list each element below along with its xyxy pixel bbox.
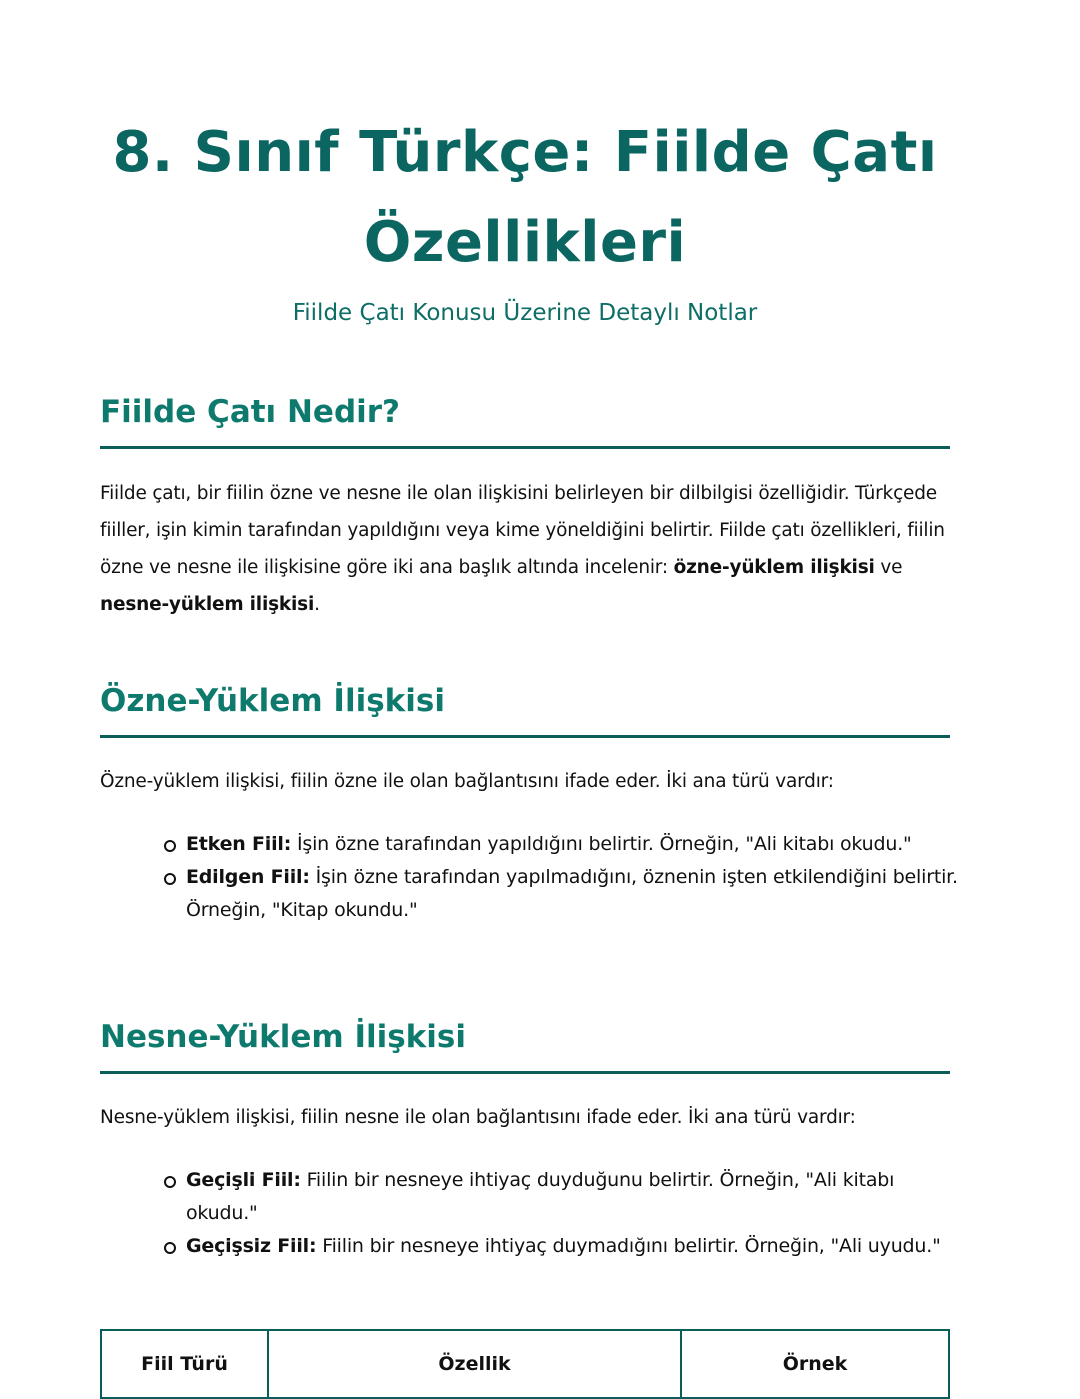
table-header: Özellik <box>268 1330 681 1398</box>
bullet-icon <box>164 840 176 852</box>
bullet-icon <box>164 1242 176 1254</box>
bullet-icon <box>164 873 176 885</box>
bullet-list <box>160 1164 960 1263</box>
section-heading: Nesne-Yüklem İlişkisi <box>100 1017 950 1074</box>
bullet-list <box>160 828 960 927</box>
table-header-row <box>101 1330 949 1398</box>
table-header: Örnek <box>681 1330 949 1398</box>
intro-paragraph: Fiilde çatı, bir fiilin özne ve nesne ile olan ilişkisini belirleyen bir dilbilgisi özelliğidir. Türkçede fiiller, işin kimin tarafından yapıldığını veya kime yöneldiğini belirtir. Fiilde çatı özellikleri, fiilin özne ve nesne ile ilişkisine göre iki ana başlık altında incelenir: özne-yüklem ilişkisi ve nesne-yüklem ilişkisi. <box>100 483 945 615</box>
list-item: Edilgen Fiil: İşin özne tarafından yapılmadığını, öznenin işten etkilendiğini belirtir. Örneğin, "Kitap okundu." <box>160 861 960 927</box>
section-paragraph: Özne-yüklem ilişkisi, fiilin özne ile olan bağlantısını ifade eder. İki ana türü vardır: <box>100 771 834 792</box>
verb-types-table <box>100 1329 950 1399</box>
page-title: 8. Sınıf Türkçe: Fiilde Çatı Özellikleri <box>112 120 938 275</box>
section-heading: Fiilde Çatı Nedir? <box>100 392 950 449</box>
section-heading: Özne-Yüklem İlişkisi <box>100 681 950 738</box>
section-paragraph: Nesne-yüklem ilişkisi, fiilin nesne ile olan bağlantısını ifade eder. İki ana türü vardır: <box>100 1107 856 1128</box>
list-item: Geçişli Fiil: Fiilin bir nesneye ihtiyaç duyduğunu belirtir. Örneğin, "Ali kitabı okudu." <box>160 1164 960 1230</box>
page-subtitle: Fiilde Çatı Konusu Üzerine Detaylı Notlar <box>292 300 758 326</box>
list-item: Etken Fiil: İşin özne tarafından yapıldığını belirtir. Örneğin, "Ali kitabı okudu." <box>160 828 960 861</box>
list-item: Geçişsiz Fiil: Fiilin bir nesneye ihtiyaç duymadığını belirtir. Örneğin, "Ali uyudu." <box>160 1230 960 1263</box>
bullet-icon <box>164 1176 176 1188</box>
table-header: Fiil Türü <box>101 1330 268 1398</box>
